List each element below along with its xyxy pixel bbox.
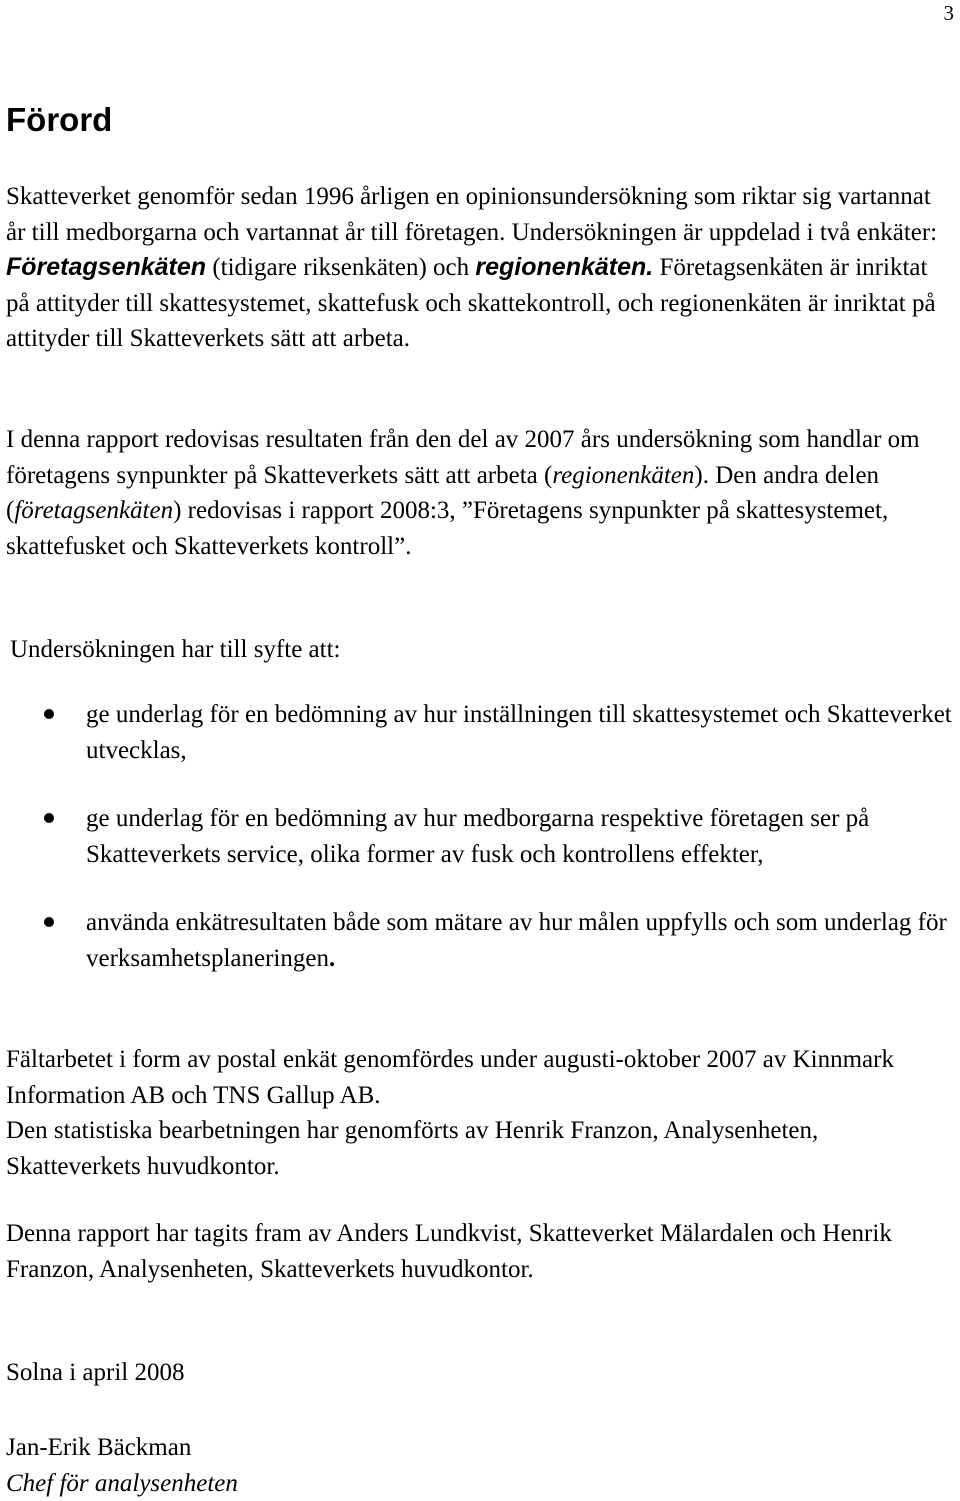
signature-block (6, 1430, 956, 1501)
fieldwork-line-1: Fältarbetet i form av postal enkät genomfördes under augusti-oktober 2007 av Kinnmark Information AB och TNS Gallup AB. (6, 1046, 894, 1109)
authors-paragraph: Denna rapport har tagits fram av Anders Lundkvist, Skatteverket Mälardalen och Henrik Franzon, Analysenheten, Skatteverkets huvudkontor. (6, 1220, 892, 1283)
fieldwork-paragraph (6, 1042, 956, 1184)
heading-title: Förord (6, 101, 113, 138)
intro-paragraph (6, 179, 956, 357)
report-text-1: I denna rapport redovisas resultaten från den del av 2007 års undersökning som handlar om företagens synpunkter på Skatteverkets sätt att arbeta ( (6, 426, 920, 489)
report-paragraph (6, 422, 956, 564)
bullet-icon (44, 709, 54, 719)
purpose-item-terminal-period: . (328, 944, 336, 972)
report-em-regionenkaten: regionenkäten (552, 461, 695, 489)
page-number: 3 (943, 1, 954, 25)
purpose-item-text (86, 905, 958, 976)
bullet-icon (44, 917, 54, 927)
term-regionenkaten: regionenkäten. (475, 253, 654, 281)
purpose-item-text: ge underlag för en bedömning av hur medborgarna respektive företagen ser på Skatteverkets service, olika former av fusk och kontrollens effekter, (86, 805, 870, 868)
intro-text-2: (tidigare riksenkäten) och (206, 254, 476, 281)
place-date: Solna i april 2008 (6, 1359, 185, 1386)
signature-name: Jan-Erik Bäckman (6, 1434, 192, 1461)
intro-text-1: Skatteverket genomför sedan 1996 årligen en opinionsundersökning som riktar sig vartannat år till medborgarna och vartannat år till företagen. Undersökningen är uppdelad i två enkäter: (6, 183, 938, 246)
report-text-2: ). Den andra delen ( (6, 461, 880, 524)
report-text-3: ) redovisas i rapport 2008:3, ”Företagens synpunkter på skattesystemet, skattefusket och Skatteverkets kontroll”. (6, 497, 889, 560)
bullet-icon (44, 813, 54, 823)
fieldwork-line-2: Den statistiska bearbetningen har genomförts av Henrik Franzon, Analysenheten, Skatteverkets huvudkontor. (6, 1117, 819, 1180)
intro-text-3: Företagsenkäten är inriktat på attityder till skattesystemet, skattefusk och skattekontroll, och regionenkäten är inriktat på attityder till Skatteverkets sätt att arbeta. (6, 254, 936, 352)
report-em-foretagsenkaten: företagsenkäten (14, 497, 174, 524)
purpose-intro: Undersökningen har till syfte att: (10, 636, 341, 663)
term-foretagsenkaten: Företagsenkäten (6, 253, 207, 281)
purpose-item-text: ge underlag för en bedömning av hur inställningen till skattesystemet och Skatteverket utvecklas, (86, 701, 952, 764)
signature-title: Chef för analysenheten (6, 1469, 238, 1497)
purpose-item-text-body: använda enkätresultaten både som mätare av hur målen uppfylls och som underlag för verksamhetsplaneringen (86, 909, 947, 972)
